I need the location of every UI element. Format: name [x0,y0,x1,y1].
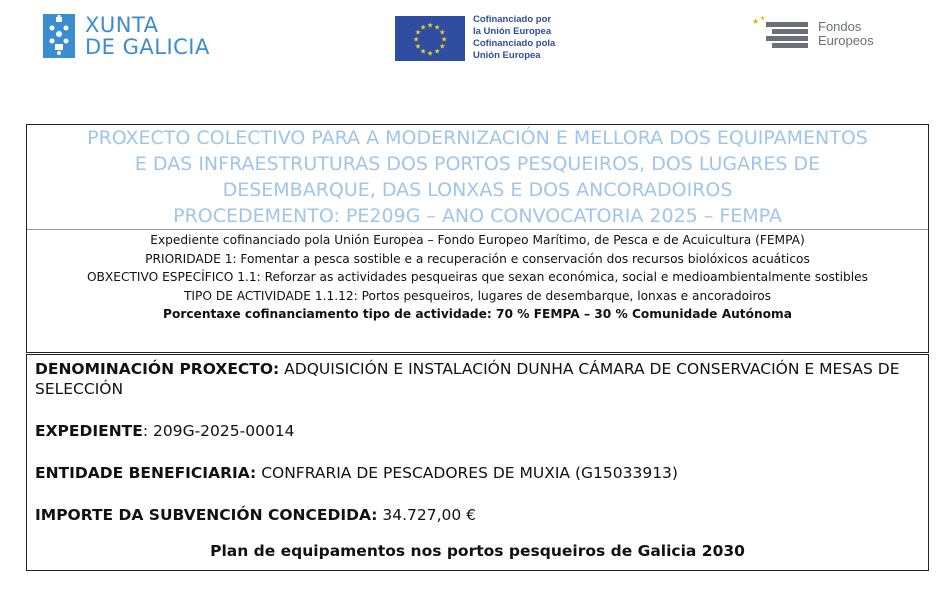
eu-star-icon: ★ [439,42,446,50]
eu-star-icon: ★ [420,22,427,31]
cofinancing-percentage: Porcentaxe cofinanciamento tipo de actividade: 70 % FEMPA – 30 % Comunidade Autónoma [163,307,792,321]
svg-text:★: ★ [760,16,766,22]
eu-text-line4: Unión Europea [473,50,541,61]
denominacion-label: DENOMINACIÓN PROXECTO: [35,360,280,378]
info-line-3: OBXECTIVO ESPECÍFICO 1.1: Reforzar as actividades pesqueiras que sexan económica, social e medioambientalmente sostibles [86,270,869,284]
eu-star-icon: ★ [414,28,422,36]
entidade-label: ENTIDADE BENEFICIARIA: [35,464,257,482]
expediente-row [35,421,920,441]
title-line-2: E DAS INFRAESTRUTURAS DOS PORTOS PESQUEIROS, DOS LUGARES DE [134,153,821,175]
importe-label: IMPORTE DA SUBVENCIÓN CONCEDIDA: [35,506,378,524]
cofinancing-info [27,230,928,324]
project-header-box [26,124,929,353]
expediente-label: EXPEDIENTE [35,422,143,440]
expediente-value: : 209G-2025-00014 [142,422,295,440]
plan-footer: Plan de equipamentos nos portos pesqueiros de Galicia 2030 [210,542,745,560]
svg-text:★: ★ [752,17,760,26]
eu-star-icon: ★ [434,47,441,56]
fondos-europeos-logo [752,16,874,52]
eu-star-icon: ★ [413,35,420,43]
xunta-logo [43,14,210,58]
eu-star-icon: ★ [420,47,427,56]
eu-text-line3: Cofinanciado pola [473,38,556,49]
project-title [27,125,928,229]
importe-row [35,505,920,525]
info-line-2: PRIORIDADE 1: Fomentar a pesca sostible e a recuperación e conservación dos recursos biolóxicos acuáticos [145,251,810,266]
eu-text-line2: la Unión Europea [473,26,552,37]
xunta-line2: DE GALICIA [85,35,210,59]
entidade-row [35,463,920,483]
title-line-4: PROCEDEMENTO: PE209G – ANO CONVOCATORIA 2025 – FEMPA [173,205,782,227]
eu-star-icon: ★ [427,49,434,57]
eu-flag-icon [395,16,465,61]
title-line-3: DESEMBARQUE, DAS LONXAS E DOS ANCORADOIROS [222,179,733,201]
denominacion-value: ADQUISICIÓN E INSTALACIÓN DUNHA CÁMARA DE CONSERVACIÓN E MESAS DE SELECCIÓN [35,360,900,398]
info-line-4: TIPO DE ACTIVIDADE 1.1.12: Portos pesqueiros, lugares de desembarque, lonxas e ancoradoiros [183,288,772,303]
fondos-line1: Fondos [818,19,862,34]
eu-star-icon: ★ [439,28,446,36]
xunta-coat-of-arms-icon [43,14,75,58]
project-details-box [26,354,929,571]
eu-text-line1: Cofinanciado por [473,14,552,25]
denominacion-row [35,359,920,399]
eu-logo [395,14,555,62]
xunta-line1: XUNTA [85,13,159,37]
eu-star-icon: ★ [441,35,448,43]
eu-star-icon: ★ [427,21,434,29]
importe-value: 34.727,00 € [377,506,477,524]
info-line-1: Expediente cofinanciado pola Unión Europea – Fondo Europeo Marítimo, de Pesca e de Acuicultura (FEMPA) [150,233,805,247]
title-line-1: PROXECTO COLECTIVO PARA A MODERNIZACIÓN E MELLORA DOS EQUIPAMENTOS [87,127,868,149]
fondos-line2: Europeos [818,33,874,48]
fondos-europeos-icon [752,16,812,52]
entidade-value: CONFRARIA DE PESCADORES DE MUXIA (G15033913) [256,464,678,482]
eu-star-icon: ★ [414,42,422,50]
eu-star-icon: ★ [434,22,441,31]
